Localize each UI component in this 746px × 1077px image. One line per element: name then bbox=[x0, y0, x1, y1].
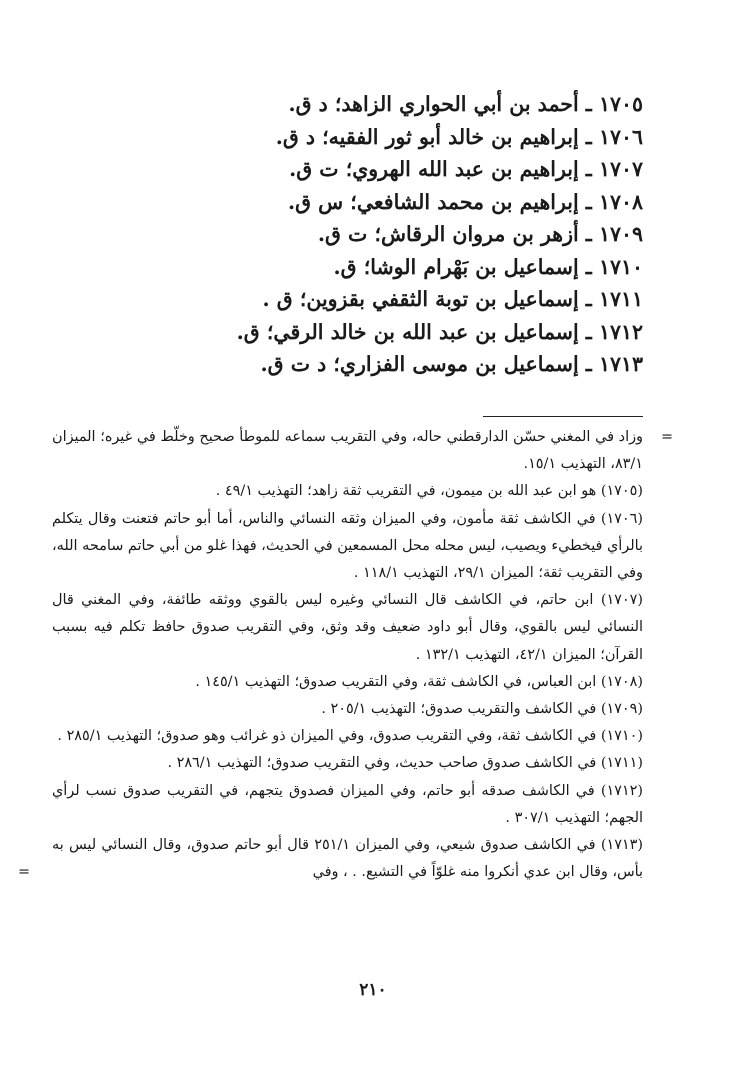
footnote-separator bbox=[483, 416, 643, 417]
footnote-continuation bbox=[52, 424, 673, 478]
entry-1712: ١٧١٢ ـ إسماعيل بن عبد الله بن خالد الرقي؛ ق. bbox=[236, 319, 643, 344]
entry-1708: ١٧٠٨ ـ إبراهيم بن محمد الشافعي؛ س ق. bbox=[287, 189, 643, 214]
footnote-1709: (١٧٠٩) في الكاشف والتقريب صدوق؛ التهذيب ٢٠٥/١ . bbox=[321, 701, 643, 718]
continuation-marker: = bbox=[660, 429, 673, 445]
entry-1707: ١٧٠٧ ـ إبراهيم بن عبد الله الهروي؛ ت ق. bbox=[289, 157, 643, 181]
page-number: ٢١٠ bbox=[359, 980, 387, 1000]
entry-1710: ١٧١٠ ـ إسماعيل بن بَهْرام الوشا؛ ق. bbox=[333, 254, 643, 279]
footnotes bbox=[18, 424, 673, 886]
footnote-1707: (١٧٠٧) ابن حاتم، في الكاشف قال النسائي وغيره ليس بالقوي ووثقه طائفة، وفي المغني قال النسائي ليس بالقوي، وقال أبو داود ضعيف وقد وثق، وفي التقريب صدوق حافظ تكلم فيه بسبب القرآن؛ الميزان ٤٢/١، التهذيب ١٣٢/١ . bbox=[52, 592, 643, 663]
entry-1709: ١٧٠٩ ـ أزهر بن مروان الرقاش؛ ت ق. bbox=[317, 222, 643, 246]
footnote-1706: (١٧٠٦) في الكاشف ثقة مأمون، وفي الميزان وثقه النسائي والناس، أما أبو حاتم فتعنت وقال يتكلم بالرأي فيخطيء ويصيب، ليس محله محل المسمعين في الحديث، فهذا غلو من أبي حاتم سامحه الله، وفي التقريب ثقة؛ الميزان ٢٩/١، التهذيب ١١٨/١ . bbox=[52, 510, 643, 582]
footnote-1711: (١٧١١) في الكاشف صدوق صاحب حديث، وفي التقريب صدوق؛ التهذيب ٢٨٦/١ . bbox=[167, 755, 643, 772]
footnote-1705: (١٧٠٥) هو ابن عبد الله بن ميمون، في التقريب ثقة زاهد؛ التهذيب ٤٩/١ . bbox=[215, 483, 643, 500]
entry-1705: ١٧٠٥ ـ أحمد بن أبي الحواري الزاهد؛ د ق. bbox=[288, 92, 643, 116]
footnote-1710: (١٧١٠) في الكاشف ثقة، وفي التقريب صدوق، وفي الميزان ذو غرائب وهو صدوق؛ التهذيب ٢٨٥/١ . bbox=[57, 728, 643, 745]
footnote-1712: (١٧١٢) في الكاشف صدقه أبو حاتم، وفي الميزان فصدوق يتجهم، في التقريب صدوق نسب لرأي الجهم؛ التهذيب ٣٠٧/١ . bbox=[52, 782, 643, 826]
continues-marker: = bbox=[18, 864, 31, 881]
footnote-continuation-text: وزاد في المغني حسّن الدارقطني حاله، وفي التقريب سماعه للموطأ صحيح وخلّط في غيره؛ الميزان ٨٣/١، التهذيب ١٥/١. bbox=[52, 429, 643, 473]
footnote-1713 bbox=[18, 832, 644, 886]
entry-1706: ١٧٠٦ ـ إبراهيم بن خالد أبو ثور الفقيه؛ د ق. bbox=[275, 124, 643, 149]
footnote-1708: (١٧٠٨) ابن العباس، في الكاشف ثقة، وفي التقريب صدوق؛ التهذيب ١٤٥/١ . bbox=[195, 673, 643, 690]
footnote-1713-text: (١٧١٣) في الكاشف صدوق شيعي، وفي الميزان ٢٥١/١ قال أبو حاتم صدوق، وقال النسائي ليس به بأس، وقال ابن عدي أنكروا منه غلوّاً في التشيع. . ، وفي bbox=[52, 837, 644, 881]
entry-1713: ١٧١٣ ـ إسماعيل بن موسى الفزاري؛ د ت ق. bbox=[260, 352, 643, 376]
entry-1711: ١٧١١ ـ إسماعيل بن توبة الثقفي بقزوين؛ ق . bbox=[262, 287, 643, 311]
entry-list bbox=[123, 88, 643, 381]
